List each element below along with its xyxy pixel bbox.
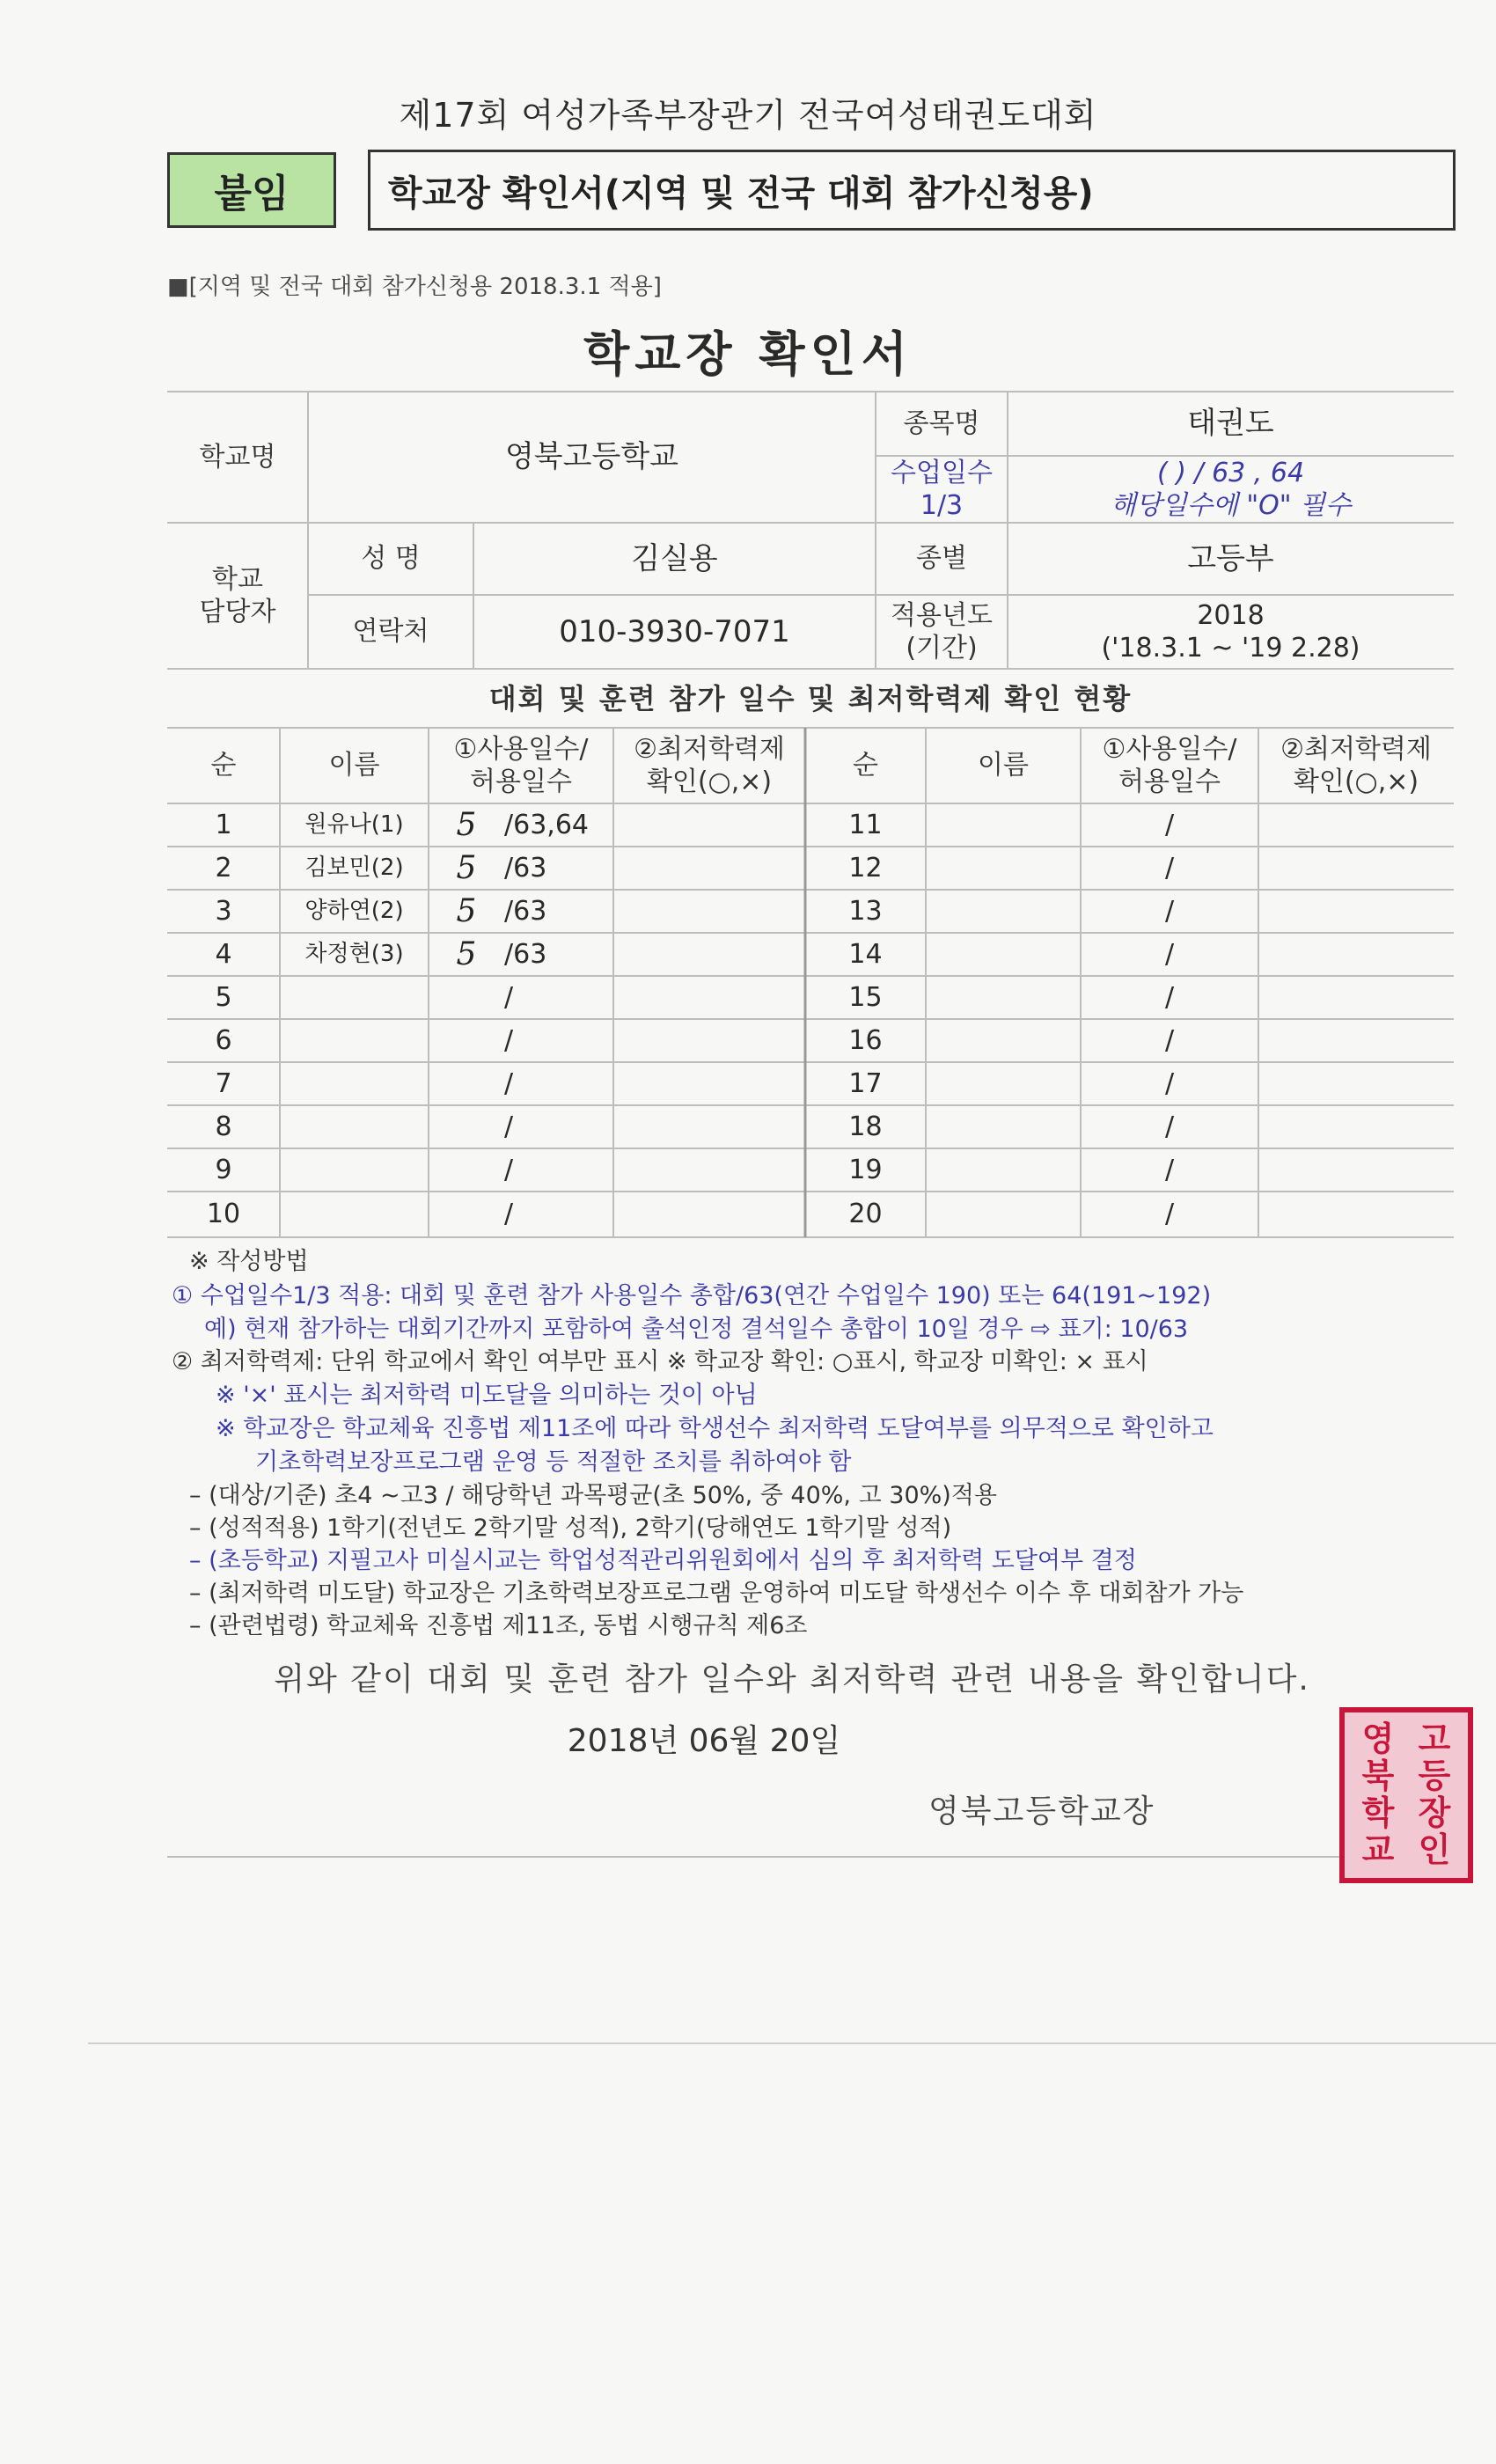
days-allowed: /63 (504, 938, 547, 970)
attachment-badge: 붙임 (167, 152, 336, 228)
days-used-allowed (429, 1105, 613, 1148)
header-check-left (613, 728, 805, 803)
instruction-item-2: ② 최저학력제: 단위 학교에서 확인 여부만 표시 ※ 학교장 확인: ○표시, 학교장 미확인: × 표시 (172, 1348, 1148, 1375)
min-academic-check-right (1258, 847, 1454, 890)
min-academic-check (613, 1192, 805, 1237)
school-name-value: 영북고등학교 (504, 439, 679, 475)
header-check-right-line2: 확인(○,×) (1293, 766, 1419, 797)
row-number-right: 15 (848, 981, 883, 1013)
min-academic-check-right (1258, 803, 1454, 847)
participant-name (280, 1192, 429, 1237)
row-number-left: 3 (215, 895, 232, 927)
name-label: 성 명 (361, 543, 421, 575)
scope-note: ■[지역 및 전국 대회 참가신청용 2018.3.1 적용] (167, 274, 662, 300)
seal-character-pair: 고등 (1418, 1720, 1451, 1796)
days-used-allowed (429, 890, 613, 933)
min-academic-check-right (1258, 890, 1454, 933)
contact-label (167, 523, 308, 669)
row-number-left: 1 (215, 809, 232, 840)
participant-name: 김보민(2) (304, 854, 404, 882)
min-academic-check (613, 890, 805, 933)
class-days-note: 해당일수에 "O" 필수 (1110, 490, 1352, 521)
days-used: 5 (456, 936, 477, 972)
days-used-allowed-right: / (1164, 1111, 1175, 1142)
contact-label-line1: 학교 (212, 563, 263, 595)
phone-value: 010-3930-7071 (559, 613, 790, 649)
row-number-right: 19 (848, 1154, 883, 1185)
header-check-left-line1: ②최저학력제 (634, 733, 785, 765)
row-number-right: 16 (848, 1024, 883, 1056)
year-value-period: ('18.3.1 ~ '19 2.28) (1101, 633, 1360, 664)
days-allowed: / (504, 1154, 514, 1185)
division-value: 고등부 (1187, 540, 1274, 576)
min-academic-check (613, 1019, 805, 1062)
days-used-allowed (429, 803, 613, 847)
header-no-right: 순 (853, 750, 878, 781)
days-used-allowed (429, 1148, 613, 1192)
document-heading: 학교장 확인서(지역 및 전국 대회 참가신청용) (368, 150, 1456, 231)
participant-name (280, 976, 429, 1019)
header-no-left: 순 (210, 750, 237, 781)
days-used: 5 (456, 893, 477, 929)
participant-name: 양하연(2) (304, 898, 404, 925)
min-academic-check (613, 976, 805, 1019)
phone-label: 연락처 (352, 616, 429, 648)
days-allowed: / (504, 1199, 514, 1230)
instruction-item-1: ① 수업일수1/3 적용: 대회 및 훈련 참가 사용일수 총합/63(연간 수업일수 190) 또는 64(191~192) (172, 1282, 1212, 1309)
header-days-left (429, 728, 613, 803)
days-used: 5 (456, 807, 477, 843)
event-value: 태권도 (1187, 406, 1274, 442)
row-number-right: 17 (848, 1067, 883, 1099)
days-used-allowed (429, 1019, 613, 1062)
participant-name (280, 1105, 429, 1148)
row-number-left: 6 (215, 1024, 232, 1056)
school-name-label: 학교명 (199, 441, 276, 473)
days-used-allowed (429, 1192, 613, 1237)
days-used-allowed-right: / (1164, 981, 1175, 1013)
participation-table-title: 대회 및 훈련 참가 일수 및 최저학력제 확인 현황 (488, 681, 1133, 715)
min-academic-check (613, 803, 805, 847)
participant-name-empty (926, 933, 1081, 976)
header-check-right-line1: ②최저학력제 (1280, 733, 1432, 765)
class-days-label (876, 456, 1008, 523)
event-title: 제17회 여성가족부장관기 전국여성태권도대회 (399, 96, 1097, 135)
division-label: 종별 (916, 543, 967, 575)
min-academic-check-right (1258, 1062, 1454, 1105)
min-academic-check (613, 847, 805, 890)
row-number-left: 4 (215, 938, 232, 970)
instruction-bullet-5: – (관련법령) 학교체육 진흥법 제11조, 동법 시행규칙 제6조 (189, 1612, 808, 1639)
min-academic-check-right (1258, 1019, 1454, 1062)
participant-name-empty (926, 976, 1081, 1019)
row-number-left: 7 (215, 1067, 232, 1099)
header-days-left-line1: ①사용일수/ (453, 733, 589, 765)
header-days-right (1081, 728, 1258, 803)
days-allowed: /63 (504, 852, 547, 884)
header-name-left: 이름 (328, 750, 380, 781)
year-value (1008, 595, 1454, 669)
instructions-heading: ※ 작성방법 (189, 1248, 309, 1275)
header-days-left-line2: 허용일수 (470, 766, 572, 797)
days-used-allowed-right: / (1164, 852, 1175, 884)
participant-name (280, 1062, 429, 1105)
days-used: 5 (456, 850, 477, 886)
min-academic-check-right (1258, 976, 1454, 1019)
days-used-allowed (429, 1062, 613, 1105)
row-number-right: 12 (848, 852, 883, 884)
row-number-left: 5 (215, 981, 232, 1013)
days-allowed: / (504, 1111, 514, 1142)
row-number-left: 2 (215, 852, 232, 884)
class-days-label-line1: 수업일수 (891, 457, 993, 488)
header-check-right (1258, 728, 1454, 803)
row-number-right: 13 (848, 895, 883, 927)
days-used-allowed-right: / (1164, 809, 1175, 840)
instruction-note-2a: ※ 학교장은 학교체육 진흥법 제11조에 따라 학생선수 최저학력 도달여부를 의무적으로 확인하고 (216, 1415, 1214, 1442)
days-used-allowed-right: / (1164, 1067, 1175, 1099)
days-allowed: /63 (504, 895, 547, 927)
year-label-line2: (기간) (906, 633, 978, 664)
class-days-label-line2: 1/3 (920, 490, 964, 521)
days-used-allowed-right: / (1164, 938, 1175, 970)
confirmation-statement: 위와 같이 대회 및 훈련 참가 일수와 최저학력 관련 내용을 확인합니다. (274, 1661, 1310, 1698)
main-title: 학교장 확인서 (583, 326, 913, 382)
participant-name-empty (926, 1062, 1081, 1105)
instruction-note-2b: 기초학력보장프로그램 운영 등 적절한 조치를 취하여야 함 (255, 1448, 852, 1476)
row-number-left: 9 (215, 1154, 232, 1185)
row-number-right: 20 (848, 1199, 883, 1230)
participant-name-empty (926, 1105, 1081, 1148)
days-allowed: / (504, 981, 514, 1013)
signer-name: 영북고등학교장 (928, 1793, 1155, 1830)
days-allowed: / (504, 1024, 514, 1056)
participant-name-empty (926, 803, 1081, 847)
header-name-right: 이름 (978, 750, 1029, 781)
confirmation-date: 2018년 06월 20일 (567, 1723, 841, 1759)
min-academic-check (613, 1105, 805, 1148)
days-used-allowed (429, 933, 613, 976)
event-label: 종목명 (903, 407, 980, 439)
participant-name: 차정현(3) (304, 941, 404, 968)
min-academic-check-right (1258, 1105, 1454, 1148)
row-number-left: 8 (215, 1111, 232, 1142)
min-academic-check (613, 1062, 805, 1105)
instruction-item-1-example: 예) 현재 참가하는 대회기간까지 포함하여 출석인정 결석일수 총합이 10일 경우 ⇨ 표기: 10/63 (204, 1316, 1189, 1343)
seal-character-pair: 영북 (1361, 1720, 1395, 1796)
participant-name-empty (926, 1192, 1081, 1237)
header-days-right-line2: 허용일수 (1118, 766, 1221, 797)
header-days-right-line1: ①사용일수/ (1102, 733, 1237, 765)
participant-name (280, 1019, 429, 1062)
row-number-right: 11 (848, 809, 883, 840)
min-academic-check-right (1258, 1148, 1454, 1192)
min-academic-check-right (1258, 933, 1454, 976)
participant-name-empty (926, 1148, 1081, 1192)
participant-name-empty (926, 1019, 1081, 1062)
days-used-allowed (429, 976, 613, 1019)
class-days-options: ( ) / 63 , 64 (1156, 457, 1305, 488)
min-academic-check-right (1258, 1192, 1454, 1237)
name-value: 김실용 (631, 540, 718, 576)
year-label-line1: 적용년도 (891, 599, 993, 631)
instruction-bullet-1: – (대상/기준) 초4 ~고3 / 해당학년 과목평균(초 50%, 중 40%, 고 30%)적용 (189, 1482, 997, 1509)
days-used-allowed-right: / (1164, 1024, 1175, 1056)
contact-label-line2: 담당자 (199, 597, 276, 627)
seal-character-pair: 학교 (1361, 1793, 1395, 1869)
instruction-bullet-2: – (성적적용) 1학기(전년도 2학기말 성적), 2학기(당해연도 1학기말 성적) (189, 1514, 952, 1542)
seal-character-pair: 장인 (1418, 1793, 1451, 1869)
min-academic-check (613, 933, 805, 976)
min-academic-check (613, 1148, 805, 1192)
instruction-bullet-4: – (최저학력 미도달) 학교장은 기초학력보장프로그램 운영하여 미도달 학생선수 이수 후 대회참가 가능 (189, 1580, 1244, 1607)
header-check-left-line2: 확인(○,×) (646, 766, 773, 797)
row-number-right: 18 (848, 1111, 883, 1142)
school-seal-stamp (1339, 1707, 1473, 1883)
instruction-bullet-3: – (초등학교) 지필고사 미실시교는 학업성적관리위원회에서 심의 후 최저학력 도달여부 결정 (189, 1547, 1137, 1574)
year-label (876, 595, 1008, 669)
participant-name-empty (926, 890, 1081, 933)
row-number-right: 14 (848, 938, 883, 970)
participant-name (280, 1148, 429, 1192)
row-number-left: 10 (206, 1199, 241, 1230)
days-used-allowed-right: / (1164, 1154, 1175, 1185)
year-value-year: 2018 (1197, 599, 1265, 631)
days-used-allowed-right: / (1164, 895, 1175, 927)
days-used-allowed-right: / (1164, 1199, 1175, 1230)
participant-name-empty (926, 847, 1081, 890)
instruction-note-1: ※ '×' 표시는 최저학력 미도달을 의미하는 것이 아님 (216, 1382, 758, 1409)
days-allowed: / (504, 1067, 514, 1099)
participant-name: 원유나(1) (304, 811, 404, 839)
days-used-allowed (429, 847, 613, 890)
class-days-value (1008, 456, 1454, 523)
days-allowed: /63,64 (504, 809, 589, 840)
